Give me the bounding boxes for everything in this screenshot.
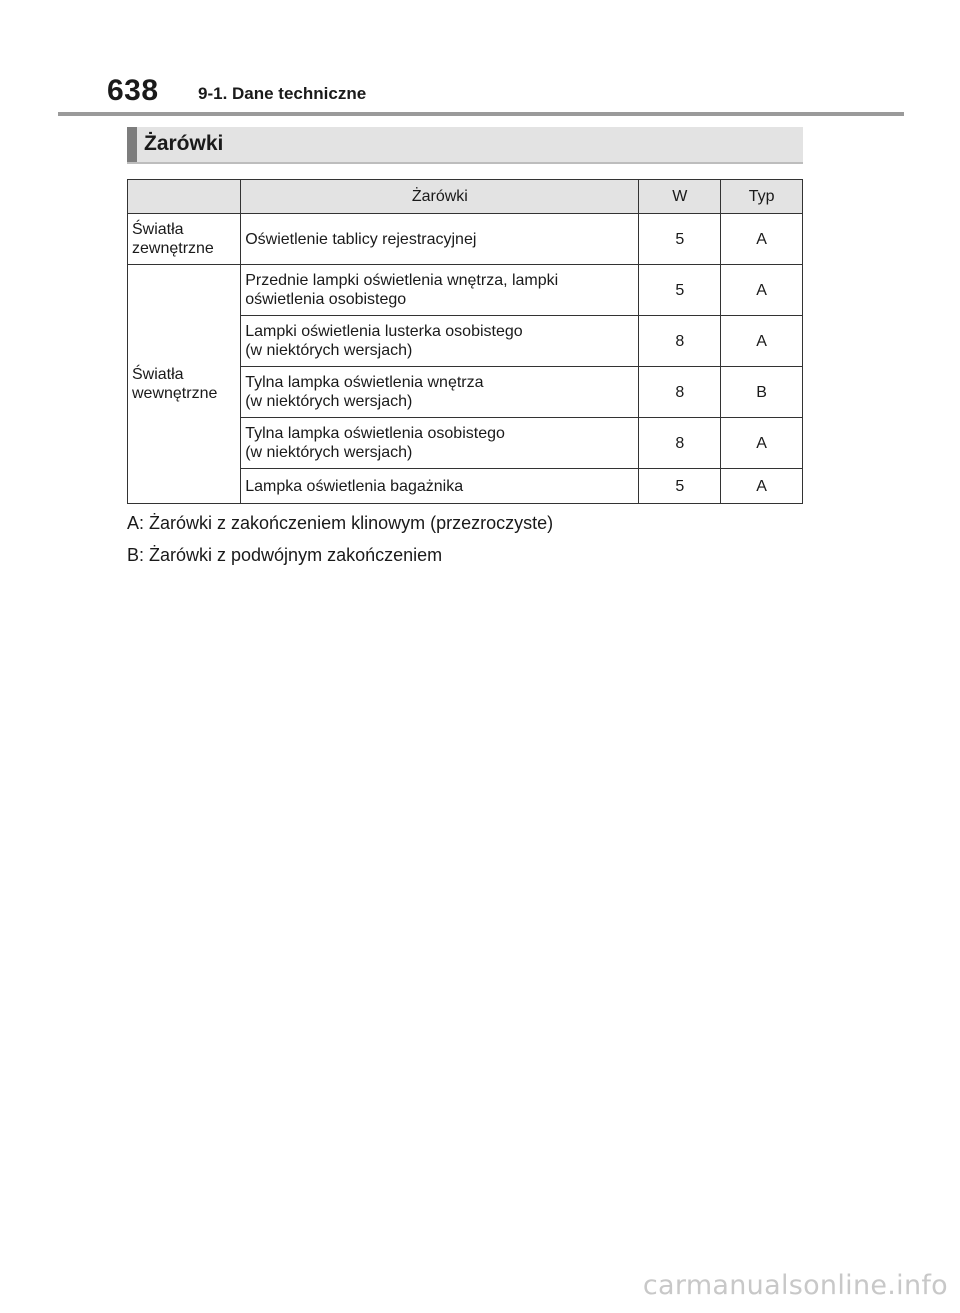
footnote-b: B: Żarówki z podwójnym zakończeniem — [127, 545, 443, 565]
header-cell-wattage: W — [639, 180, 721, 214]
group-label-text: Światła zewnętrzne — [132, 221, 214, 257]
section-accent-stripe — [127, 127, 137, 162]
type-cell: A — [721, 469, 803, 504]
bulb-name: Tylna lampka oświetlenia osobistego (w niektórych wersjach) — [245, 425, 505, 461]
table-row — [128, 214, 803, 265]
bulb-name-cell — [241, 469, 639, 504]
wattage-cell: 8 — [639, 418, 721, 469]
footnote-a: A: Żarówki z zakończeniem klinowym (przezroczyste) — [127, 513, 554, 533]
bulb-name-cell — [241, 265, 639, 316]
wattage-cell: 5 — [639, 265, 721, 316]
group-label-text: Światła wewnętrzne — [132, 366, 218, 402]
wattage-cell: 8 — [639, 316, 721, 367]
section-heading-bar — [127, 127, 803, 164]
bulb-name-cell — [241, 316, 639, 367]
bulb-name-cell — [241, 367, 639, 418]
group-label-exterior — [128, 214, 241, 265]
page-number: 638 — [107, 74, 159, 107]
type-cell: A — [721, 214, 803, 265]
page-header — [0, 0, 960, 118]
header-cell-group — [128, 180, 241, 214]
wattage-cell: 8 — [639, 367, 721, 418]
wattage-cell: 5 — [639, 469, 721, 504]
bulb-name: Lampki oświetlenia lusterka osobistego (w niektórych wersjach) — [245, 323, 523, 359]
header-divider — [58, 112, 904, 116]
header-cell-bulbs: Żarówki — [241, 180, 639, 214]
group-label-interior — [128, 265, 241, 504]
bulb-spec-table — [127, 179, 803, 504]
chapter-title: 9-1. Dane techniczne — [198, 84, 367, 103]
footnotes — [127, 512, 827, 576]
type-cell: B — [721, 367, 803, 418]
type-cell: A — [721, 316, 803, 367]
bulb-name: Oświetlenie tablicy rejestracyjnej — [245, 230, 477, 248]
bulb-name: Tylna lampka oświetlenia wnętrza (w niektórych wersjach) — [245, 374, 484, 410]
bulb-name-cell — [241, 418, 639, 469]
watermark-text: carmanualsonline.info — [642, 1270, 948, 1301]
table-header-row — [128, 180, 803, 214]
section-title: Żarówki — [144, 132, 224, 155]
bulb-name: Lampka oświetlenia bagażnika — [245, 477, 464, 495]
bulb-name-cell — [241, 214, 639, 265]
wattage-cell: 5 — [639, 214, 721, 265]
header-cell-type: Typ — [721, 180, 803, 214]
type-cell: A — [721, 418, 803, 469]
table-row — [128, 265, 803, 316]
type-cell: A — [721, 265, 803, 316]
bulb-name: Przednie lampki oświetlenia wnętrza, lampki oświetlenia osobistego — [245, 272, 559, 308]
